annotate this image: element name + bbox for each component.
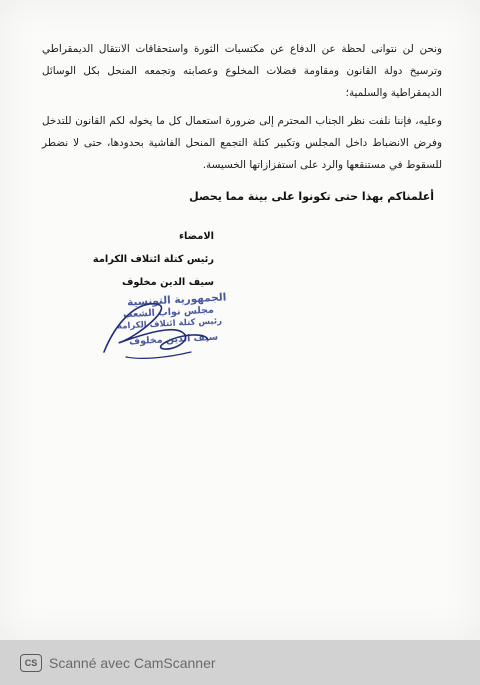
stamp-line-3: رئيس كتلة ائتلاف الكرامة <box>116 316 223 332</box>
camscanner-logo-icon: CS <box>20 654 42 672</box>
scanner-watermark-bar <box>0 640 480 685</box>
notice-line: أعلمناكم بهذا حتى تكونوا على بينة مما يحصل <box>189 190 434 203</box>
stamp-line-2: مجلس نواب الشعب <box>122 304 215 321</box>
signature-label: الامضاء <box>178 231 214 242</box>
scanner-watermark-text: Scanné avec CamScanner <box>49 654 216 671</box>
handwritten-signature <box>96 282 216 372</box>
signatory-name: سيف الدين مخلوف <box>122 277 214 288</box>
paragraph-2: وعليه، فإننا نلفت نظر الجناب المحترم إلى ضرورة استعمال كل ما يخوله لكم القانون للتدخل وفرض الانضباط داخل المجلس وتكبير كتلة التجمع المنحل الفاشية بحدودها، حتى لا نضطر للسقوط في مستنقعها والرد على استفزازاتها الخسيسة. <box>42 115 442 171</box>
signatory-title: رئيس كتلة ائتلاف الكرامة <box>92 254 214 265</box>
paragraph-1: ونحن لن نتوانى لحظة عن الدفاع عن مكتسبات الثورة واستحقاقات الانتقال الديمقراطي وترسيخ دولة القانون ومقاومة فضلات المخلوع وعصابته وتجمعه المنحل بكل الوسائل الديمقراطية والسلمية؛ <box>42 43 442 99</box>
stamp-line-4: سيف الدين مخلوف <box>128 331 219 348</box>
stamp-line-1: الجمهورية التونسية <box>126 291 227 309</box>
